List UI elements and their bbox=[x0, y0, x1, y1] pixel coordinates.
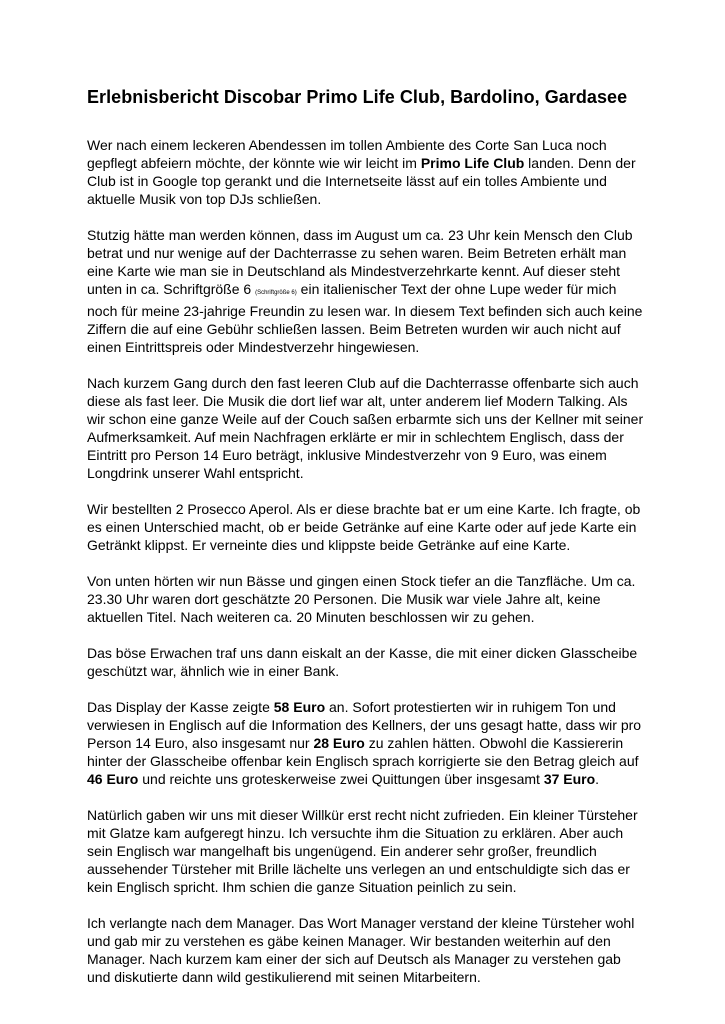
paragraph-intro bbox=[87, 136, 647, 208]
paragraph-drinks: Wir bestellten 2 Prosecco Aperol. Als er diese brachte bat er um eine Karte. Ich fragte, ob es einen Unterschied macht, ob er beide Getränke auf eine Karte oder auf jede Karte ein Getränkt klippst. Er verneinte dies und klippste beide Getränke auf eine Karte. bbox=[87, 501, 641, 553]
text-run: Wer nach einem leckeren Abendessen im tollen Ambiente des Corte San Luca noch gepflegt abfeiern möchte, der könnte wie wir leicht im bbox=[87, 137, 607, 171]
text-run: Das Display der Kasse zeigte bbox=[87, 699, 274, 715]
text-run: Stutzig hätte man werden können, dass im August um ca. 23 Uhr kein Mensch den Club betrat und nur wenige auf der Dachterrasse zu sehen waren. Beim Betreten erhält man eine Karte wie man sie in Deutschland als Mindestverzehrkarte kennt. Auf dieser steht unten in ca. Schriftgröße 6 bbox=[87, 227, 633, 297]
paragraph-dancefloor: Von unten hörten wir nun Bässe und gingen einen Stock tiefer an die Tanzfläche. Um ca. 23.30 Uhr waren dort geschätzte 20 Personen. Die Musik war viele Jahre alt, keine aktuellen Titel. Nach weiteren ca. 20 Minuten beschlossen wir zu gehen. bbox=[87, 573, 636, 625]
paragraph-entry-card bbox=[87, 226, 647, 356]
text-run: und reichte uns groteskerweise zwei Quittungen über insgesamt bbox=[138, 771, 544, 787]
paragraph-manager: Ich verlangte nach dem Manager. Das Wort Manager verstand der kleine Türsteher wohl und gab mir zu verstehen es gäbe keinen Manager. Wir bestanden weiterhin auf den Manager. Nach kurzem kam einer der sich auf Deutsch als Manager zu verstehen gab und diskutierte dann wild gestikulierend mit seinen Mitarbeitern. bbox=[87, 915, 635, 985]
text-run: zu zahlen hätten. Obwohl die Kassiererin hinter der Glasscheibe offenbar kein Englisch sprach korrigierte sie den Betrag gleich auf bbox=[87, 735, 639, 769]
amount-37: 37 Euro bbox=[543, 771, 596, 787]
document-page bbox=[87, 86, 647, 1004]
tiny-font-sample: (Schriftgröße 6) bbox=[255, 290, 297, 296]
text-run: an. Sofort protestierten wir in ruhigem Ton und verwiesen in Englisch auf die Information des Kellners, der uns gesagt hatte, dass wir pro Person 14 Euro, also insgesamt nur bbox=[87, 699, 642, 751]
document-title: Erlebnisbericht Discobar Primo Life Club, Bardolino, Gardasee bbox=[87, 87, 628, 107]
club-name: Primo Life Club bbox=[420, 155, 525, 171]
amount-58: 58 Euro bbox=[273, 699, 326, 715]
paragraph-payment bbox=[87, 698, 647, 788]
text-run: . bbox=[595, 771, 600, 787]
paragraph-rooftop: Nach kurzem Gang durch den fast leeren Club auf die Dachterrasse offenbarte sich auch diese als fast leer. Die Musik die dort lief war alt, unter anderem lief Modern Talking. Als wir schon eine ganze Weile auf der Couch saßen erbarmte sich uns der Kellner mit seiner Aufmerksamkeit. Auf mein Nachfragen erklärte er mir in schlechtem Englisch, dass der Eintritt pro Person 14 Euro beträgt, inklusive Mindestverzehr von 9 Euro, was einem Longdrink unserer Wahl entspricht. bbox=[87, 375, 644, 481]
paragraph-cash-desk: Das böse Erwachen traf uns dann eiskalt an der Kasse, die mit einer dicken Glasscheibe geschützt war, ähnlich wie in einer Bank. bbox=[87, 645, 638, 679]
text-run: ein italienischer Text der ohne Lupe weder für mich noch für meine 23-jahrige Freundin zu lesen war. In diesem Text befinden sich auch keine Ziffern die auf eine Gebühr schließen lassen. Beim Betreten wurden wir auch nicht auf einen Eintrittspreis oder Mindestverzehr hingewiesen. bbox=[87, 281, 643, 355]
text-run: landen. Denn der Club ist in Google top gerankt und die Internetseite lässt auf ein tolles Ambiente und aktuelle Musik von top DJs schließen. bbox=[87, 155, 636, 207]
amount-46: 46 Euro bbox=[87, 771, 139, 787]
amount-28: 28 Euro bbox=[313, 735, 365, 751]
paragraph-bouncers: Natürlich gaben wir uns mit dieser Willkür erst recht nicht zufrieden. Ein kleiner Türsteher mit Glatze kam aufgeregt hinzu. Ich versuchte ihm die Situation zu erklären. Aber auch sein Englisch war mangelhaft bis ungenügend. Ein anderer sehr großer, freundlich aussehender Türsteher mit Brille lächelte uns verlegen an und entschuldigte sich das er kein Englisch spricht. Ihm schien die ganze Situation peinlich zu sein. bbox=[87, 807, 638, 895]
